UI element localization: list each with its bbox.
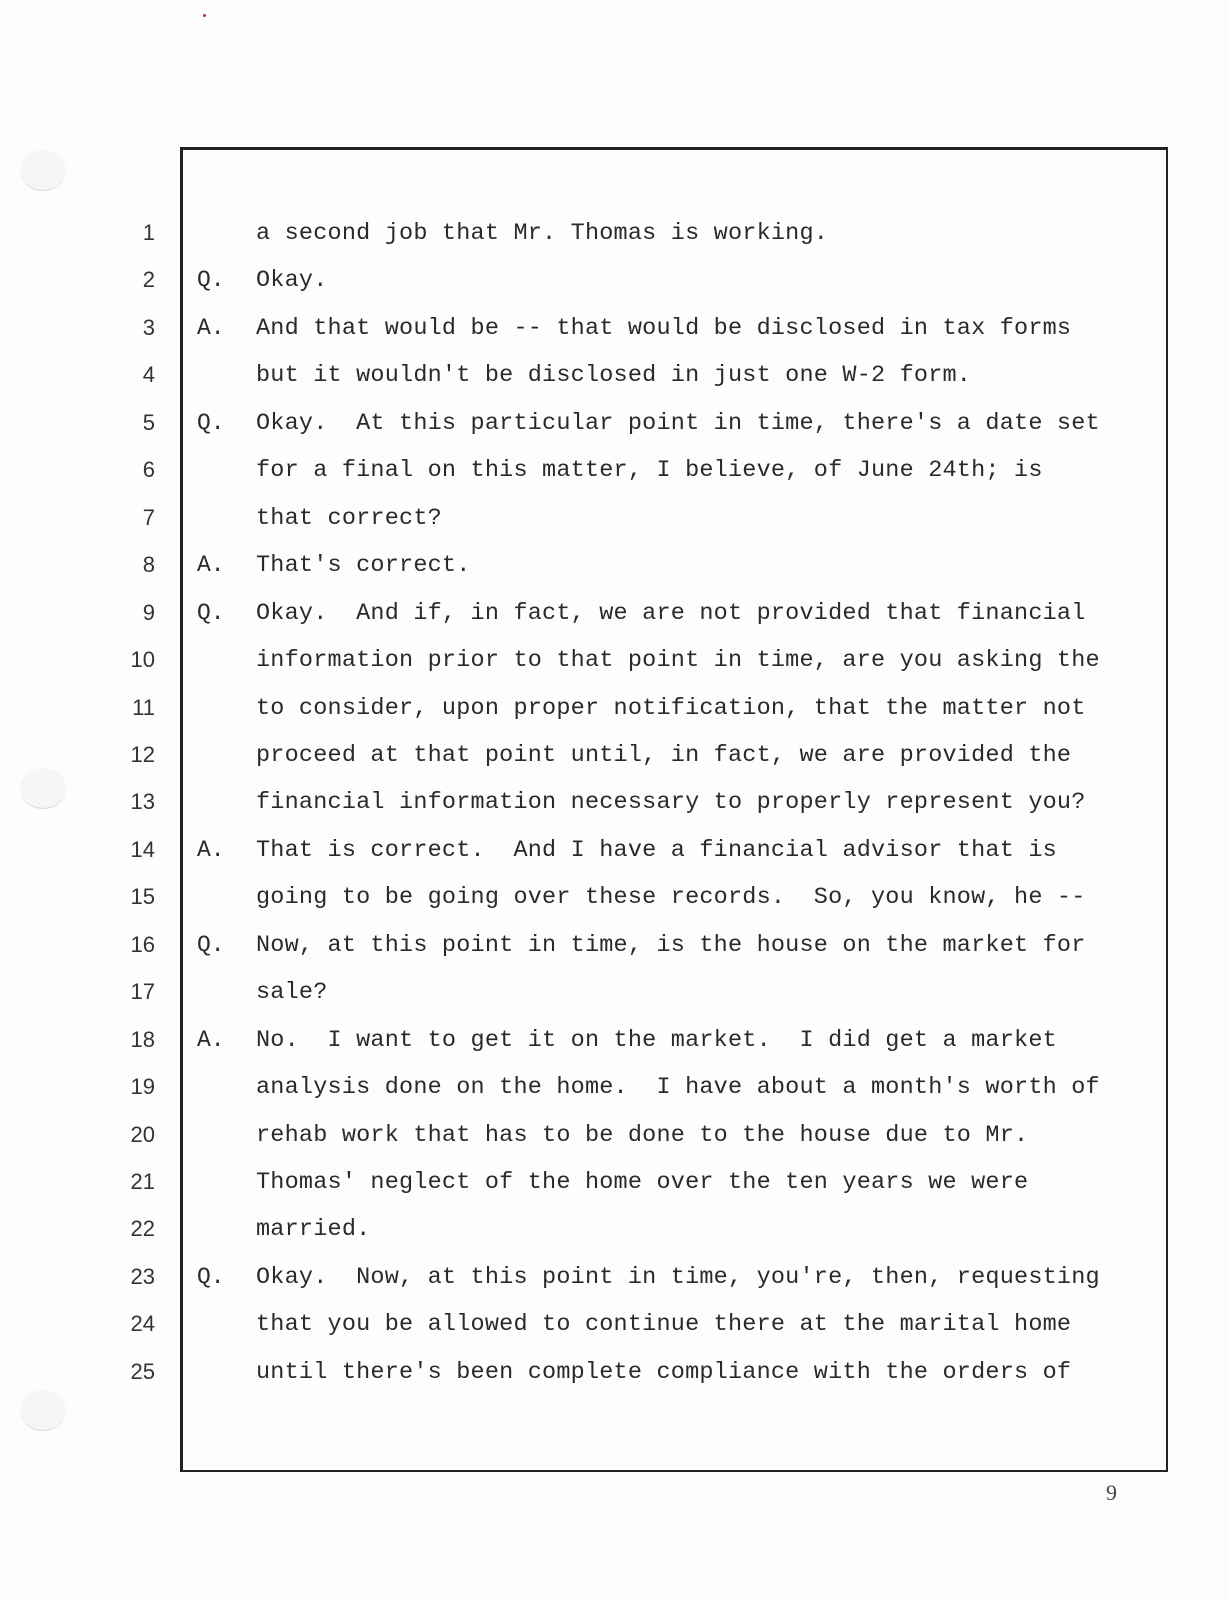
line-text: married. [256,1216,371,1244]
transcript-line [0,1027,1228,1074]
line-text: analysis done on the home. I have about a month's worth of [256,1074,1100,1102]
transcript-line [0,1264,1228,1311]
transcript-line [0,1122,1228,1169]
transcript-line [0,932,1228,979]
line-number: 25 [130,1358,155,1384]
line-number: 6 [142,457,155,483]
speaker-label: Q. [197,267,225,294]
line-text: sale? [256,979,328,1007]
transcript-line [0,1311,1228,1358]
line-number: 18 [130,1026,155,1052]
line-number: 16 [130,931,155,957]
line-number: 21 [130,1169,155,1194]
line-text: going to be going over these records. So, you know, he -- [256,884,1086,912]
line-number: 23 [130,1263,155,1289]
line-number: 11 [132,694,155,720]
speaker-label: Q. [197,409,225,436]
speaker-label: Q. [197,599,225,626]
line-number: 17 [130,979,155,1005]
line-text: Thomas' neglect of the home over the ten years we were [256,1169,1029,1196]
transcript-line [0,837,1228,884]
transcript-line [0,600,1228,647]
transcript-line [0,267,1228,314]
line-number: 19 [130,1074,155,1100]
transcript-line [0,742,1228,789]
speaker-label: Q. [197,931,225,958]
line-number: 15 [130,884,155,910]
transcript-line [0,505,1228,552]
line-text: that you be allowed to continue there at the marital home [256,1311,1072,1339]
transcript-line [0,695,1228,742]
punch-hole [20,150,66,191]
line-text: Okay. [256,267,328,295]
transcript-line [0,979,1228,1026]
transcript-line [0,647,1228,694]
line-number: 3 [142,314,155,340]
transcript-line [0,1074,1228,1121]
line-number: 13 [130,789,155,815]
transcript-line [0,884,1228,931]
transcript-line [0,789,1228,836]
stray-mark [203,14,206,17]
line-text: that correct? [256,504,442,532]
line-text: until there's been complete compliance with the orders of [256,1358,1072,1386]
transcript-line [0,362,1228,409]
line-number: 24 [130,1311,155,1337]
transcript-line [0,457,1228,504]
transcript-line [0,410,1228,457]
transcript-line [0,315,1228,362]
line-text: Okay. At this particular point in time, there's a date set [256,409,1100,437]
line-text: That's correct. [256,552,471,580]
page-number: 9 [1106,1480,1117,1505]
line-text: And that would be -- that would be disclosed in tax forms [256,314,1072,342]
speaker-label: A. [197,836,225,863]
line-text: proceed at that point until, in fact, we are provided the [256,741,1072,769]
line-number: 2 [142,267,155,293]
line-text: to consider, upon proper notification, that the matter not [256,694,1086,722]
line-number: 5 [142,409,155,435]
line-text: for a final on this matter, I believe, of June 24th; is [256,457,1043,485]
line-text: rehab work that has to be done to the house due to Mr. [256,1121,1029,1149]
line-number: 22 [130,1216,155,1242]
transcript-line [0,552,1228,599]
line-text: No. I want to get it on the market. I did get a market [256,1026,1057,1054]
speaker-label: Q. [197,1263,225,1290]
line-number: 9 [142,599,155,625]
line-text: but it wouldn't be disclosed in just one W-2 form. [256,362,972,390]
line-number: 14 [130,836,155,862]
line-text: financial information necessary to properly represent you? [256,789,1086,817]
line-number: 7 [142,504,155,530]
line-number: 8 [142,552,155,578]
line-text: a second job that Mr. Thomas is working. [256,220,829,247]
speaker-label: A. [197,1026,225,1053]
line-text: Okay. Now, at this point in time, you're, then, requesting [256,1263,1100,1291]
line-number: 1 [142,220,155,245]
transcript-line [0,1359,1228,1406]
line-text: That is correct. And I have a financial advisor that is [256,836,1057,864]
transcript-line [0,220,1228,267]
speaker-label: A. [197,552,225,579]
line-number: 12 [130,741,155,767]
line-text: information prior to that point in time, are you asking the [256,647,1100,675]
speaker-label: A. [197,314,225,341]
line-number: 20 [130,1121,155,1147]
line-text: Okay. And if, in fact, we are not provided that financial [256,599,1086,627]
line-text: Now, at this point in time, is the house on the market for [256,931,1086,959]
line-number: 4 [142,362,155,388]
transcript-line [0,1216,1228,1263]
transcript-line [0,1169,1228,1216]
line-number: 10 [130,647,155,673]
